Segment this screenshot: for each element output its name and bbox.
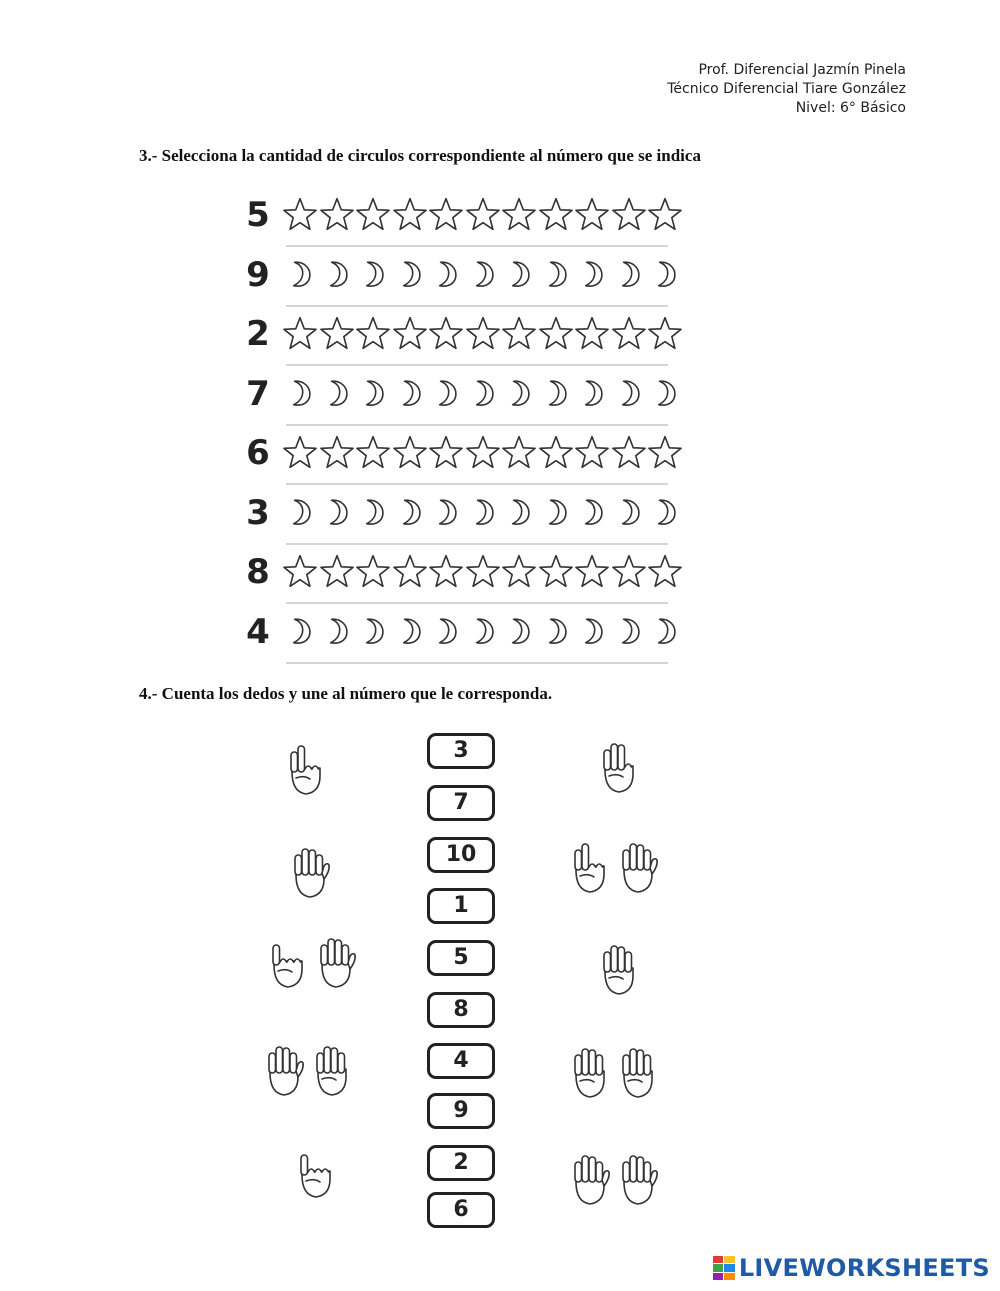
star-icon[interactable]	[392, 551, 429, 593]
star-icon[interactable]	[501, 432, 538, 474]
moon-icon[interactable]	[538, 611, 575, 653]
moon-icon[interactable]	[465, 611, 502, 653]
star-icon[interactable]	[319, 551, 356, 593]
moon-icon[interactable]	[282, 373, 319, 415]
moon-icon[interactable]	[501, 492, 538, 534]
moon-icon[interactable]	[355, 611, 392, 653]
moon-icon[interactable]	[428, 373, 465, 415]
moon-icon[interactable]	[647, 373, 684, 415]
row-number: 6	[246, 433, 270, 473]
moon-icon[interactable]	[282, 254, 319, 296]
star-icon[interactable]	[538, 194, 575, 236]
moon-icon[interactable]	[282, 611, 319, 653]
moon-icon[interactable]	[611, 373, 648, 415]
number-box[interactable]: 8	[427, 992, 495, 1028]
moon-icon[interactable]	[574, 373, 611, 415]
moon-icon[interactable]	[501, 254, 538, 296]
row-number: 9	[246, 254, 270, 295]
two-fingers-hand-icon[interactable]	[284, 742, 328, 798]
three-fingers-hand-icon[interactable]	[597, 740, 641, 796]
moon-icon[interactable]	[538, 492, 575, 534]
logo-block	[724, 1264, 735, 1271]
page-header	[667, 61, 906, 118]
logo-block	[713, 1256, 724, 1263]
moon-icon[interactable]	[465, 373, 502, 415]
star-icon[interactable]	[355, 551, 392, 593]
moon-icon[interactable]	[611, 492, 648, 534]
number-box[interactable]: 5	[427, 940, 495, 976]
row-divider	[286, 483, 668, 485]
row-divider	[286, 662, 668, 664]
logo-block	[724, 1273, 735, 1280]
icon-group	[282, 432, 684, 474]
logo-block	[713, 1264, 724, 1271]
number-box[interactable]: 9	[427, 1093, 495, 1129]
number-box[interactable]: 7	[427, 785, 495, 821]
star-icon[interactable]	[611, 432, 648, 474]
star-icon[interactable]	[355, 313, 392, 355]
star-icon[interactable]	[465, 313, 502, 355]
moon-icon[interactable]	[538, 254, 575, 296]
star-icon[interactable]	[319, 432, 356, 474]
icon-group	[282, 611, 684, 653]
one-finger-plus-five-hands-icon[interactable]	[266, 935, 358, 991]
moon-icon[interactable]	[319, 254, 356, 296]
row-divider	[286, 602, 668, 604]
star-icon[interactable]	[647, 194, 684, 236]
moon-icon[interactable]	[355, 492, 392, 534]
star-icon[interactable]	[282, 313, 319, 355]
star-icon[interactable]	[574, 313, 611, 355]
brand-text: LIVEWORKSHEETS	[738, 1254, 990, 1282]
moon-icon[interactable]	[319, 373, 356, 415]
five-plus-four-fingers-hands-icon[interactable]	[262, 1043, 354, 1099]
moon-icon[interactable]	[574, 611, 611, 653]
icon-group	[282, 373, 684, 415]
icon-group	[282, 254, 684, 296]
star-icon[interactable]	[465, 194, 502, 236]
star-icon[interactable]	[611, 194, 648, 236]
liveworksheets-logo-icon	[713, 1256, 735, 1280]
star-icon[interactable]	[355, 432, 392, 474]
question-3-title: 3.- Selecciona la cantidad de circulos correspondiente al número que se indica	[139, 146, 701, 165]
four-fingers-hand-icon[interactable]	[597, 942, 641, 998]
number-box[interactable]: 6	[427, 1192, 495, 1228]
moon-icon[interactable]	[428, 254, 465, 296]
star-icon[interactable]	[574, 551, 611, 593]
counting-row	[238, 371, 678, 431]
row-divider	[286, 305, 668, 307]
teacher-name: Prof. Diferencial Jazmín Pinela	[698, 62, 906, 78]
star-icon[interactable]	[355, 194, 392, 236]
star-icon[interactable]	[428, 432, 465, 474]
star-icon[interactable]	[428, 313, 465, 355]
logo-block	[713, 1273, 724, 1280]
counting-row	[238, 311, 678, 371]
star-icon[interactable]	[611, 551, 648, 593]
moon-icon[interactable]	[392, 373, 429, 415]
star-icon[interactable]	[647, 432, 684, 474]
row-number: 5	[246, 195, 270, 235]
four-plus-four-fingers-hands-icon[interactable]	[568, 1045, 660, 1101]
star-icon[interactable]	[319, 194, 356, 236]
star-icon[interactable]	[538, 551, 575, 593]
counting-row	[238, 192, 678, 252]
star-icon[interactable]	[574, 194, 611, 236]
counting-row	[238, 609, 678, 669]
star-icon[interactable]	[611, 313, 648, 355]
moon-icon[interactable]	[611, 611, 648, 653]
star-icon[interactable]	[392, 194, 429, 236]
icon-group	[282, 492, 684, 534]
counting-row	[238, 549, 678, 609]
two-plus-five-fingers-hands-icon[interactable]	[568, 840, 660, 896]
moon-icon[interactable]	[611, 254, 648, 296]
counting-row	[238, 430, 678, 490]
five-plus-five-fingers-hands-icon[interactable]	[568, 1152, 660, 1208]
moon-icon[interactable]	[428, 492, 465, 534]
moon-icon[interactable]	[392, 254, 429, 296]
moon-icon[interactable]	[319, 492, 356, 534]
star-icon[interactable]	[282, 432, 319, 474]
star-icon[interactable]	[319, 313, 356, 355]
moon-icon[interactable]	[465, 492, 502, 534]
question-4-title: 4.- Cuenta los dedos y une al número que le corresponda.	[139, 684, 553, 703]
moon-icon[interactable]	[538, 373, 575, 415]
row-divider	[286, 364, 668, 366]
number-box[interactable]: 4	[427, 1043, 495, 1079]
moon-icon[interactable]	[355, 254, 392, 296]
icon-group	[282, 194, 684, 236]
star-icon[interactable]	[538, 432, 575, 474]
liveworksheets-brand	[713, 1254, 990, 1282]
grade-level: Nivel: 6° Básico	[795, 100, 906, 116]
moon-icon[interactable]	[282, 492, 319, 534]
moon-icon[interactable]	[647, 254, 684, 296]
icon-group	[282, 551, 684, 593]
one-finger-hand-icon[interactable]	[294, 1145, 338, 1201]
row-divider	[286, 424, 668, 426]
star-icon[interactable]	[538, 313, 575, 355]
moon-icon[interactable]	[647, 492, 684, 534]
star-icon[interactable]	[392, 432, 429, 474]
moon-icon[interactable]	[501, 373, 538, 415]
star-icon[interactable]	[647, 313, 684, 355]
moon-icon[interactable]	[647, 611, 684, 653]
counting-row	[238, 490, 678, 550]
star-icon[interactable]	[282, 194, 319, 236]
moon-icon[interactable]	[465, 254, 502, 296]
star-icon[interactable]	[465, 432, 502, 474]
star-icon[interactable]	[501, 194, 538, 236]
star-icon[interactable]	[465, 551, 502, 593]
counting-rows	[238, 192, 678, 668]
star-icon[interactable]	[501, 313, 538, 355]
moon-icon[interactable]	[574, 492, 611, 534]
star-icon[interactable]	[501, 551, 538, 593]
row-number: 3	[246, 492, 270, 533]
icon-group	[282, 313, 684, 355]
counting-row	[238, 252, 678, 312]
moon-icon[interactable]	[574, 254, 611, 296]
row-divider	[286, 543, 668, 545]
star-icon[interactable]	[392, 313, 429, 355]
number-box[interactable]: 3	[427, 733, 495, 769]
star-icon[interactable]	[428, 551, 465, 593]
star-icon[interactable]	[574, 432, 611, 474]
row-number: 4	[246, 611, 270, 652]
star-icon[interactable]	[282, 551, 319, 593]
number-box[interactable]: 10	[427, 837, 495, 873]
moon-icon[interactable]	[501, 611, 538, 653]
five-fingers-hand-icon[interactable]	[288, 845, 332, 901]
moon-icon[interactable]	[355, 373, 392, 415]
moon-icon[interactable]	[428, 611, 465, 653]
moon-icon[interactable]	[392, 611, 429, 653]
row-number: 2	[246, 314, 270, 354]
moon-icon[interactable]	[319, 611, 356, 653]
number-box[interactable]: 2	[427, 1145, 495, 1181]
row-divider	[286, 245, 668, 247]
row-number: 7	[246, 373, 270, 414]
row-number: 8	[246, 552, 270, 592]
star-icon[interactable]	[428, 194, 465, 236]
moon-icon[interactable]	[392, 492, 429, 534]
number-box[interactable]: 1	[427, 888, 495, 924]
logo-block	[724, 1256, 735, 1263]
technician-name: Técnico Diferencial Tiare González	[667, 81, 906, 97]
star-icon[interactable]	[647, 551, 684, 593]
